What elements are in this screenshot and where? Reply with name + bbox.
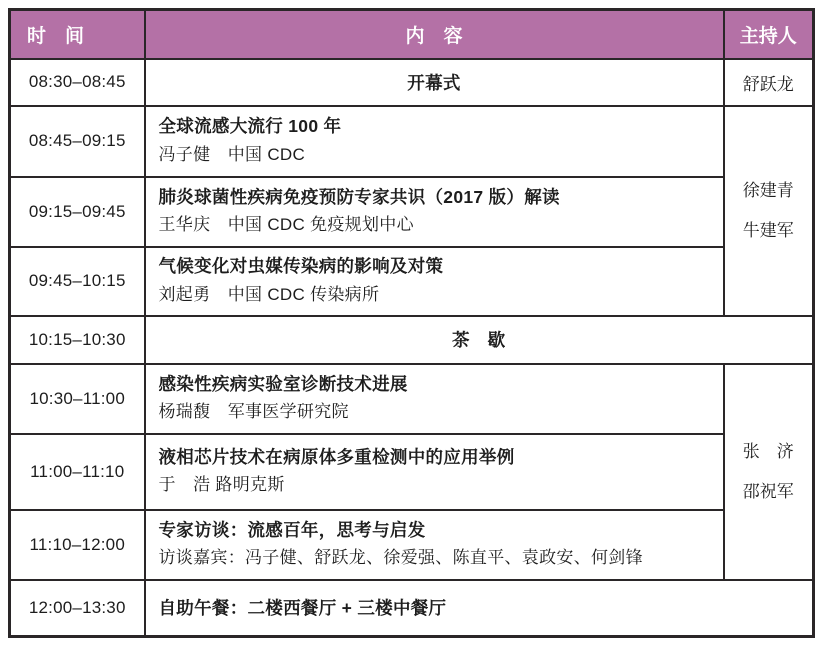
session-title: 感染性疾病实验室诊断技术进展 (158, 373, 408, 394)
session-speaker: 冯子健 中国 CDC (158, 144, 306, 164)
time-cell: 10:30–11:00 (10, 364, 145, 434)
time-cell: 09:15–09:45 (10, 177, 145, 247)
host-merged-cell (724, 364, 814, 580)
session-cell (145, 364, 724, 434)
host-name-line: 张 济 (742, 441, 794, 461)
table-row-session (10, 177, 814, 247)
session-cell (145, 177, 724, 247)
tea-break-cell: 茶 歇 (145, 316, 814, 364)
time-cell: 09:45–10:15 (10, 247, 145, 316)
session-speaker: 杨瑞馥 军事医学研究院 (158, 402, 349, 422)
session-speaker: 访谈嘉宾：冯子健、舒跃龙、徐爱强、陈直平、袁政安、何剑锋 (158, 548, 643, 568)
session-cell (145, 434, 724, 510)
session-cell (145, 247, 724, 316)
header-host-cell: 主持人 (724, 10, 814, 59)
session-speaker: 王华庆 中国 CDC 免疫规划中心 (158, 215, 414, 235)
session-title: 专家访谈：流感百年，思考与启发 (158, 519, 426, 540)
table-row-session (10, 434, 814, 510)
schedule-table (8, 8, 815, 638)
time-cell: 10:15–10:30 (10, 316, 145, 364)
session-title: 液相芯片技术在病原体多重检测中的应用举例 (158, 446, 515, 467)
host-name-line: 徐建青 (742, 180, 794, 200)
session-title: 气候变化对虫媒传染病的影响及对策 (158, 256, 444, 277)
table-row-tea-break (10, 316, 814, 364)
time-cell: 08:30–08:45 (10, 59, 145, 106)
session-title: 肺炎球菌性疾病免疫预防专家共识（2017 版）解读 (158, 186, 560, 207)
session-speaker: 刘起勇 中国 CDC 传染病所 (158, 284, 380, 304)
table-header-row (10, 10, 814, 59)
host-cell: 舒跃龙 (724, 59, 814, 106)
time-cell: 12:00–13:30 (10, 580, 145, 637)
header-content-cell: 内 容 (145, 10, 724, 59)
table-row-session (10, 106, 814, 177)
session-speaker: 于 浩 路明克斯 (158, 475, 285, 495)
session-cell (145, 510, 724, 580)
time-cell: 11:10–12:00 (10, 510, 145, 580)
time-cell: 11:00–11:10 (10, 434, 145, 510)
table-row-session (10, 247, 814, 316)
host-name-line: 邵祝军 (742, 481, 794, 501)
table-row-opening (10, 59, 814, 106)
table-row-session (10, 364, 814, 434)
host-merged-cell (724, 106, 814, 316)
table-row-session (10, 510, 814, 580)
session-cell (145, 106, 724, 177)
opening-ceremony-cell: 开幕式 (145, 59, 724, 106)
session-title: 全球流感大流行 100 年 (158, 116, 342, 137)
table-row-lunch (10, 580, 814, 637)
header-time-cell: 时 间 (10, 10, 145, 59)
time-cell: 08:45–09:15 (10, 106, 145, 177)
host-name-line: 牛建军 (742, 220, 794, 240)
lunch-cell: 自助午餐：二楼西餐厅 + 三楼中餐厅 (145, 580, 814, 637)
